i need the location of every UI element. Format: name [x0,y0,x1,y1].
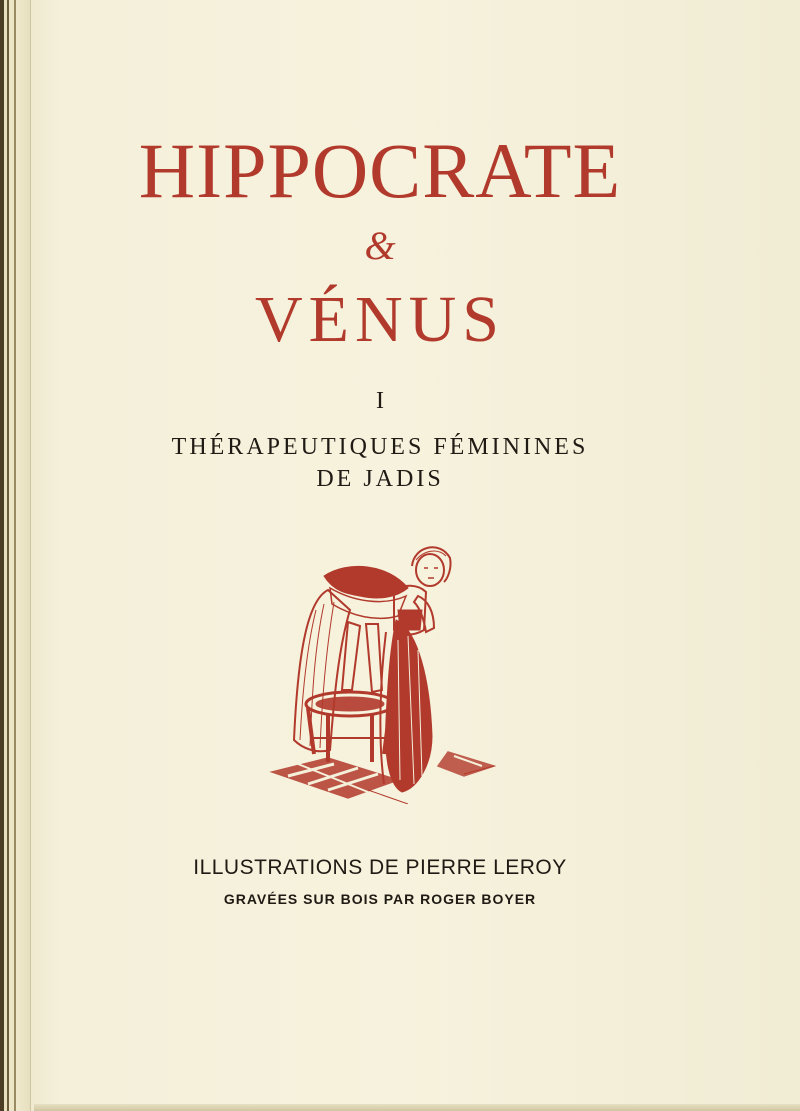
title-line-hippocrate: HIPPOCRATE [138,127,622,214]
page-bottom-edge [34,1104,800,1111]
engraver-credit: GRAVÉES SUR BOIS PAR ROGER BOYER [223,891,537,907]
subtitle-line-1: THÉRAPEUTIQUES FÉMININES [171,434,589,460]
illustrator-credit: ILLUSTRATIONS DE PIERRE LEROY [193,856,567,879]
volume-number: I [376,388,384,414]
subtitle-line-2: DE JADIS [316,466,444,492]
woodcut-woman-with-basin-icon [268,540,500,804]
ampersand-ornament: & [364,223,396,268]
title-line-venus: VÉNUS [254,283,505,356]
